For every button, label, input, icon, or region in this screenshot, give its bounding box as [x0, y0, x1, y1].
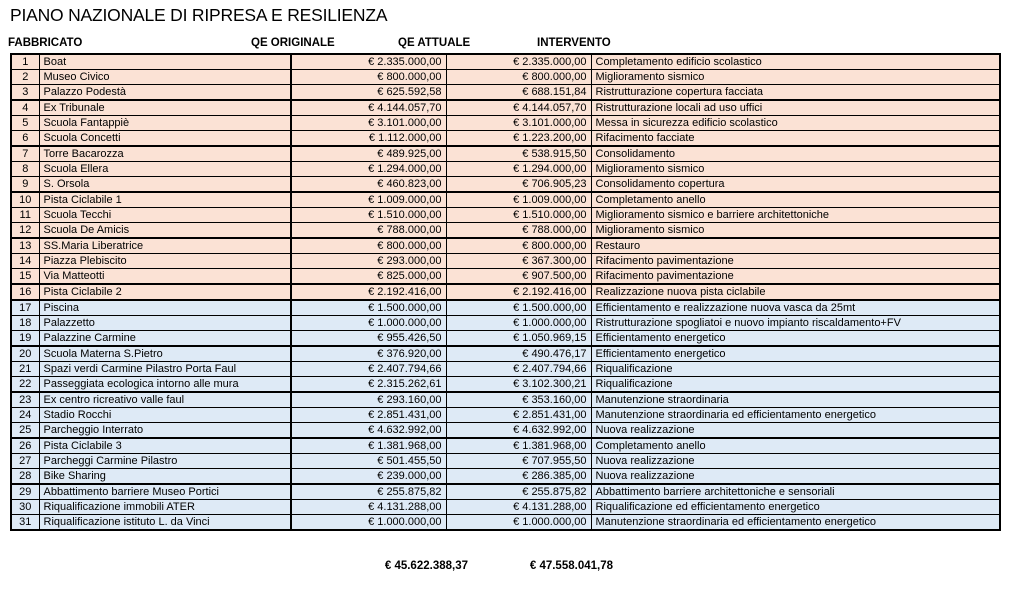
- row-number-cell: 5: [11, 116, 39, 131]
- intervento-cell: Realizzazione nuova pista ciclabile: [591, 284, 1000, 300]
- qe-attuale-cell: € 1.500.000,00: [446, 300, 591, 316]
- intervento-cell: Manutenzione straordinaria: [591, 392, 1000, 408]
- table-row: [11, 392, 1000, 408]
- intervento-cell: Rifacimento facciate: [591, 131, 1000, 147]
- fabbricato-cell: Scuola Ellera: [39, 162, 291, 177]
- table-row: [11, 269, 1000, 285]
- table-row: [11, 85, 1000, 101]
- qe-attuale-cell: € 367.300,00: [446, 254, 591, 269]
- fabbricato-cell: Ex centro ricreativo valle faul: [39, 392, 291, 408]
- qe-attuale-cell: € 1.381.968,00: [446, 438, 591, 454]
- fabbricato-cell: Pista Ciclabile 2: [39, 284, 291, 300]
- qe-originale-cell: € 4.632.992,00: [291, 423, 446, 439]
- table-row: [11, 177, 1000, 193]
- row-number-cell: 7: [11, 146, 39, 162]
- qe-attuale-cell: € 1.294.000,00: [446, 162, 591, 177]
- table-row: [11, 162, 1000, 177]
- intervento-cell: Nuova realizzazione: [591, 454, 1000, 469]
- qe-originale-cell: € 1.510.000,00: [291, 208, 446, 223]
- row-number-cell: 20: [11, 346, 39, 362]
- pnrr-table: [10, 53, 1001, 531]
- qe-originale-cell: € 376.920,00: [291, 346, 446, 362]
- column-header-qe-originale: QE ORIGINALE: [251, 37, 335, 49]
- intervento-cell: Miglioramento sismico: [591, 162, 1000, 177]
- fabbricato-cell: Passeggiata ecologica intorno alle mura: [39, 377, 291, 393]
- row-number-cell: 14: [11, 254, 39, 269]
- qe-originale-cell: € 800.000,00: [291, 238, 446, 254]
- qe-originale-cell: € 2.407.794,66: [291, 362, 446, 377]
- row-number-cell: 11: [11, 208, 39, 223]
- row-number-cell: 2: [11, 70, 39, 85]
- table-row: [11, 70, 1000, 85]
- qe-attuale-cell: € 800.000,00: [446, 238, 591, 254]
- row-number-cell: 24: [11, 408, 39, 423]
- fabbricato-cell: Ex Tribunale: [39, 100, 291, 116]
- intervento-cell: Completamento anello: [591, 192, 1000, 208]
- table-row: [11, 192, 1000, 208]
- fabbricato-cell: Spazi verdi Carmine Pilastro Porta Faul: [39, 362, 291, 377]
- intervento-cell: Manutenzione straordinaria ed efficientamento energetico: [591, 408, 1000, 423]
- qe-attuale-cell: € 788.000,00: [446, 223, 591, 239]
- table-row: [11, 423, 1000, 439]
- table-row: [11, 438, 1000, 454]
- row-number-cell: 18: [11, 316, 39, 331]
- qe-originale-cell: € 1.500.000,00: [291, 300, 446, 316]
- fabbricato-cell: Palazzo Podestà: [39, 85, 291, 101]
- fabbricato-cell: Stadio Rocchi: [39, 408, 291, 423]
- qe-originale-cell: € 825.000,00: [291, 269, 446, 285]
- table-row: [11, 331, 1000, 347]
- table-row: [11, 54, 1000, 70]
- intervento-cell: Nuova realizzazione: [591, 469, 1000, 485]
- qe-attuale-cell: € 4.131.288,00: [446, 500, 591, 515]
- qe-originale-cell: € 1.000.000,00: [291, 316, 446, 331]
- intervento-cell: Riqualificazione: [591, 377, 1000, 393]
- qe-originale-cell: € 239.000,00: [291, 469, 446, 485]
- row-number-cell: 23: [11, 392, 39, 408]
- fabbricato-cell: Scuola Materna S.Pietro: [39, 346, 291, 362]
- qe-originale-cell: € 955.426,50: [291, 331, 446, 347]
- row-number-cell: 19: [11, 331, 39, 347]
- intervento-cell: Abbattimento barriere architettoniche e sensoriali: [591, 484, 1000, 500]
- intervento-cell: Efficientamento energetico: [591, 346, 1000, 362]
- qe-originale-cell: € 2.192.416,00: [291, 284, 446, 300]
- fabbricato-cell: Torre Bacarozza: [39, 146, 291, 162]
- fabbricato-cell: SS.Maria Liberatrice: [39, 238, 291, 254]
- qe-attuale-cell: € 1.050.969,15: [446, 331, 591, 347]
- intervento-cell: Messa in sicurezza edificio scolastico: [591, 116, 1000, 131]
- row-number-cell: 25: [11, 423, 39, 439]
- fabbricato-cell: Abbattimento barriere Museo Portici: [39, 484, 291, 500]
- row-number-cell: 8: [11, 162, 39, 177]
- qe-attuale-cell: € 1.000.000,00: [446, 316, 591, 331]
- fabbricato-cell: Via Matteotti: [39, 269, 291, 285]
- row-number-cell: 28: [11, 469, 39, 485]
- qe-originale-cell: € 1.112.000,00: [291, 131, 446, 147]
- qe-attuale-cell: € 706.905,23: [446, 177, 591, 193]
- column-headers: [0, 37, 1014, 52]
- qe-originale-cell: € 800.000,00: [291, 70, 446, 85]
- qe-originale-cell: € 2.315.262,61: [291, 377, 446, 393]
- intervento-cell: Efficientamento e realizzazione nuova vasca da 25mt: [591, 300, 1000, 316]
- qe-originale-cell: € 4.131.288,00: [291, 500, 446, 515]
- table-row: [11, 208, 1000, 223]
- qe-originale-cell: € 1.009.000,00: [291, 192, 446, 208]
- column-header-intervento: INTERVENTO: [537, 37, 611, 49]
- table-row: [11, 454, 1000, 469]
- qe-attuale-cell: € 353.160,00: [446, 392, 591, 408]
- fabbricato-cell: Bike Sharing: [39, 469, 291, 485]
- qe-attuale-cell: € 3.101.000,00: [446, 116, 591, 131]
- table-row: [11, 284, 1000, 300]
- qe-attuale-cell: € 4.632.992,00: [446, 423, 591, 439]
- intervento-cell: Completamento anello: [591, 438, 1000, 454]
- intervento-cell: Miglioramento sismico: [591, 223, 1000, 239]
- column-header-fabbricato: FABBRICATO: [8, 37, 83, 49]
- fabbricato-cell: Boat: [39, 54, 291, 70]
- qe-originale-cell: € 293.160,00: [291, 392, 446, 408]
- intervento-cell: Miglioramento sismico e barriere architettoniche: [591, 208, 1000, 223]
- totals-row: [0, 560, 1014, 578]
- intervento-cell: Consolidamento: [591, 146, 1000, 162]
- table-row: [11, 362, 1000, 377]
- qe-attuale-cell: € 907.500,00: [446, 269, 591, 285]
- table-row: [11, 469, 1000, 485]
- intervento-cell: Efficientamento energetico: [591, 331, 1000, 347]
- table-row: [11, 408, 1000, 423]
- row-number-cell: 31: [11, 515, 39, 531]
- qe-attuale-cell: € 707.955,50: [446, 454, 591, 469]
- row-number-cell: 27: [11, 454, 39, 469]
- qe-attuale-cell: € 255.875,82: [446, 484, 591, 500]
- table-row: [11, 223, 1000, 239]
- intervento-cell: Rifacimento pavimentazione: [591, 254, 1000, 269]
- table-row: [11, 377, 1000, 393]
- row-number-cell: 26: [11, 438, 39, 454]
- qe-attuale-cell: € 286.385,00: [446, 469, 591, 485]
- row-number-cell: 15: [11, 269, 39, 285]
- fabbricato-cell: Palazzine Carmine: [39, 331, 291, 347]
- qe-originale-cell: € 1.000.000,00: [291, 515, 446, 531]
- column-header-qe-attuale: QE ATTUALE: [398, 37, 471, 49]
- qe-attuale-cell: € 1.009.000,00: [446, 192, 591, 208]
- fabbricato-cell: Pista Ciclabile 1: [39, 192, 291, 208]
- table-row: [11, 515, 1000, 531]
- fabbricato-cell: Riqualificazione immobili ATER: [39, 500, 291, 515]
- intervento-cell: Miglioramento sismico: [591, 70, 1000, 85]
- intervento-cell: Riqualificazione ed efficientamento energetico: [591, 500, 1000, 515]
- qe-originale-cell: € 1.381.968,00: [291, 438, 446, 454]
- table-row: [11, 100, 1000, 116]
- intervento-cell: Completamento edificio scolastico: [591, 54, 1000, 70]
- qe-attuale-cell: € 490.476,17: [446, 346, 591, 362]
- qe-attuale-cell: € 1.510.000,00: [446, 208, 591, 223]
- table-row: [11, 254, 1000, 269]
- fabbricato-cell: Museo Civico: [39, 70, 291, 85]
- qe-originale-cell: € 3.101.000,00: [291, 116, 446, 131]
- intervento-cell: Consolidamento copertura: [591, 177, 1000, 193]
- intervento-cell: Ristrutturazione locali ad uso uffici: [591, 100, 1000, 116]
- table-row: [11, 300, 1000, 316]
- intervento-cell: Nuova realizzazione: [591, 423, 1000, 439]
- fabbricato-cell: Piscina: [39, 300, 291, 316]
- qe-attuale-cell: € 2.407.794,66: [446, 362, 591, 377]
- qe-attuale-cell: € 538.915,50: [446, 146, 591, 162]
- intervento-cell: Ristrutturazione copertura facciata: [591, 85, 1000, 101]
- row-number-cell: 13: [11, 238, 39, 254]
- intervento-cell: Manutenzione straordinaria ed efficientamento energetico: [591, 515, 1000, 531]
- table-wrapper: [10, 53, 1001, 531]
- fabbricato-cell: Scuola Fantappiè: [39, 116, 291, 131]
- qe-originale-cell: € 489.925,00: [291, 146, 446, 162]
- qe-attuale-cell: € 2.851.431,00: [446, 408, 591, 423]
- qe-originale-cell: € 255.875,82: [291, 484, 446, 500]
- row-number-cell: 30: [11, 500, 39, 515]
- fabbricato-cell: Scuola Tecchi: [39, 208, 291, 223]
- total-qe-originale: € 45.622.388,37: [384, 560, 468, 572]
- qe-attuale-cell: € 3.102.300,21: [446, 377, 591, 393]
- row-number-cell: 6: [11, 131, 39, 147]
- row-number-cell: 29: [11, 484, 39, 500]
- row-number-cell: 17: [11, 300, 39, 316]
- fabbricato-cell: Parcheggio Interrato: [39, 423, 291, 439]
- fabbricato-cell: S. Orsola: [39, 177, 291, 193]
- pnrr-table-body: [11, 54, 1000, 530]
- qe-originale-cell: € 2.335.000,00: [291, 54, 446, 70]
- row-number-cell: 1: [11, 54, 39, 70]
- qe-attuale-cell: € 1.000.000,00: [446, 515, 591, 531]
- row-number-cell: 10: [11, 192, 39, 208]
- qe-attuale-cell: € 800.000,00: [446, 70, 591, 85]
- row-number-cell: 3: [11, 85, 39, 101]
- qe-attuale-cell: € 2.192.416,00: [446, 284, 591, 300]
- page-title: PIANO NAZIONALE DI RIPRESA E RESILIENZA: [10, 5, 388, 25]
- fabbricato-cell: Parcheggi Carmine Pilastro: [39, 454, 291, 469]
- intervento-cell: Riqualificazione: [591, 362, 1000, 377]
- fabbricato-cell: Riqualificazione istituto L. da Vinci: [39, 515, 291, 531]
- row-number-cell: 21: [11, 362, 39, 377]
- table-row: [11, 500, 1000, 515]
- qe-attuale-cell: € 688.151,84: [446, 85, 591, 101]
- row-number-cell: 16: [11, 284, 39, 300]
- qe-originale-cell: € 501.455,50: [291, 454, 446, 469]
- qe-originale-cell: € 460.823,00: [291, 177, 446, 193]
- table-row: [11, 116, 1000, 131]
- qe-attuale-cell: € 1.223.200,00: [446, 131, 591, 147]
- fabbricato-cell: Palazzetto: [39, 316, 291, 331]
- row-number-cell: 12: [11, 223, 39, 239]
- qe-originale-cell: € 1.294.000,00: [291, 162, 446, 177]
- row-number-cell: 22: [11, 377, 39, 393]
- qe-originale-cell: € 293.000,00: [291, 254, 446, 269]
- fabbricato-cell: Pista Ciclabile 3: [39, 438, 291, 454]
- row-number-cell: 4: [11, 100, 39, 116]
- table-row: [11, 146, 1000, 162]
- table-row: [11, 316, 1000, 331]
- qe-attuale-cell: € 4.144.057,70: [446, 100, 591, 116]
- row-number-cell: 9: [11, 177, 39, 193]
- qe-attuale-cell: € 2.335.000,00: [446, 54, 591, 70]
- table-row: [11, 346, 1000, 362]
- total-qe-attuale: € 47.558.041,78: [529, 560, 613, 572]
- intervento-cell: Restauro: [591, 238, 1000, 254]
- intervento-cell: Rifacimento pavimentazione: [591, 269, 1000, 285]
- qe-originale-cell: € 4.144.057,70: [291, 100, 446, 116]
- qe-originale-cell: € 2.851.431,00: [291, 408, 446, 423]
- table-row: [11, 238, 1000, 254]
- qe-originale-cell: € 788.000,00: [291, 223, 446, 239]
- table-row: [11, 131, 1000, 147]
- fabbricato-cell: Scuola De Amicis: [39, 223, 291, 239]
- fabbricato-cell: Piazza Plebiscito: [39, 254, 291, 269]
- fabbricato-cell: Scuola Concetti: [39, 131, 291, 147]
- qe-originale-cell: € 625.592,58: [291, 85, 446, 101]
- intervento-cell: Ristrutturazione spogliatoi e nuovo impianto riscaldamento+FV: [591, 316, 1000, 331]
- table-row: [11, 484, 1000, 500]
